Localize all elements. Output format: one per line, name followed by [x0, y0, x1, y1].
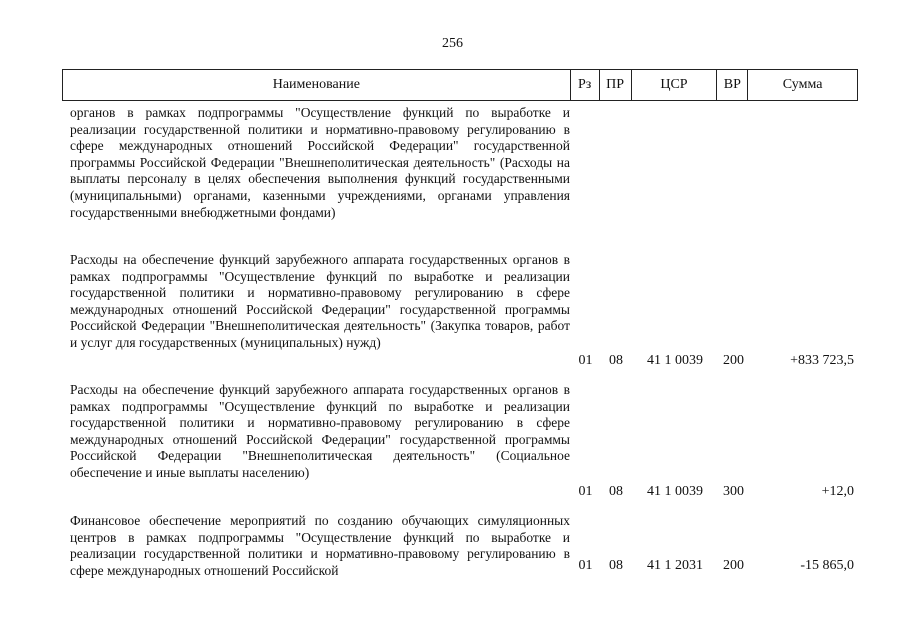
header-csr: ЦСР: [632, 70, 718, 100]
row-sum: +833 723,5: [790, 353, 854, 368]
row-pr: 08: [609, 353, 623, 368]
row-rz: 01: [578, 484, 593, 499]
row-vr: 200: [723, 558, 744, 573]
table-header: [62, 69, 858, 101]
row-csr: 41 1 0039: [647, 353, 703, 368]
row-sum: -15 865,0: [800, 558, 854, 573]
row-rz: 01: [578, 558, 593, 573]
row-csr: 41 1 0039: [647, 484, 703, 499]
row-sum: +12,0: [821, 484, 854, 499]
row-name: Расходы на обеспечение функций зарубежного аппарата государственных органов в рамках подпрограммы "Осуществление функций по выработке и реализации государственной политики и нормативно-правовому регулированию в сфере международных отношений Российской Федерации" государственной программы Российской Федерации "Внешнеполитическая деятельность" (Закупка товаров, работ и услуг для государственных (муниципальных) нужд): [70, 252, 570, 350]
row-codes: [62, 352, 858, 369]
row-vr: 200: [723, 353, 744, 368]
page-number: 256: [442, 36, 463, 51]
row-codes: [62, 557, 858, 574]
header-sum: Сумма: [782, 77, 823, 92]
row-pr: 08: [609, 558, 623, 573]
budget-table: [62, 69, 858, 578]
row-name: Расходы на обеспечение функций зарубежного аппарата государственных органов в рамках подпрограммы "Осуществление функций по выработке и реализации государственной политики и нормативно-правовому регулированию в сфере международных отношений Российской Федерации" государственной программы Российской Федерации "Внешнеполитическая деятельность" (Социальное обеспечение и иные выплаты населению): [70, 382, 570, 480]
header-name: Наименование: [63, 70, 571, 100]
row-rz: 01: [578, 353, 593, 368]
header-vr: ВР: [717, 70, 748, 100]
row-name: органов в рамках подпрограммы "Осуществление функций по выработке и реализации государственной политики и нормативно-правовому регулированию в сфере международных отношений Российской Федерации" государственной программы Российской Федерации "Внешнеполитическая деятельность" (Расходы на выплаты персоналу в целях обеспечения выполнения функций государственными (муниципальными) органами, казенными учреждениями, органами управления государственными внебюджетными фондами): [70, 105, 570, 220]
row-csr: 41 1 2031: [647, 558, 703, 573]
row-codes: [62, 483, 858, 500]
header-rz: Рз: [571, 70, 600, 100]
row-pr: 08: [609, 484, 623, 499]
row-vr: 300: [723, 484, 744, 499]
header-pr: ПР: [600, 70, 632, 100]
row-name: Финансовое обеспечение мероприятий по созданию обучающих симуляционных центров в рамках подпрограммы "Осуществление функций по выработке и реализации государственной политики и нормативно-правовому регулированию в сфере международных отношений Российской: [70, 513, 570, 578]
